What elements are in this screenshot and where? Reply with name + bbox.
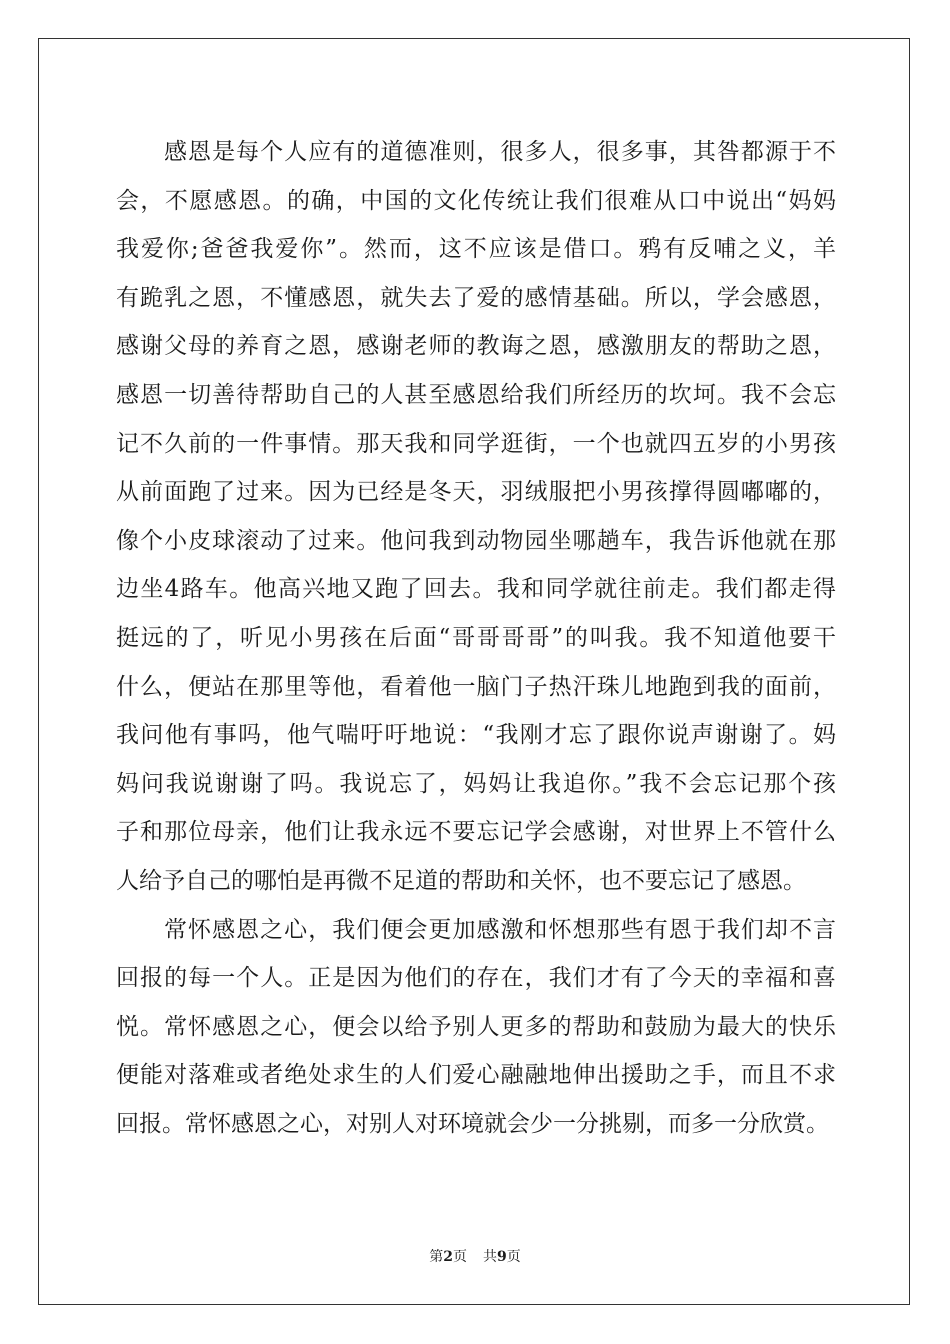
paragraph-1-line: 感谢父母的养育之恩，感谢老师的教诲之恩，感激朋友的帮助之恩， xyxy=(116,333,836,360)
paragraph-1-line: 妈问我说谢谢了吗。我说忘了，妈妈让我追你。”我不会忘记那个孩 xyxy=(116,770,836,797)
paragraph-1-line: 边坐4路车。他高兴地又跑了回去。我和同学就往前走。我们都走得 xyxy=(116,576,836,603)
paragraph-1-line: 我问他有事吗，他气喘吁吁地说：“我刚才忘了跟你说声谢谢了。妈 xyxy=(116,722,836,749)
paragraph-1-line: 挺远的了，听见小男孩在后面“哥哥哥哥”的叫我。我不知道他要干 xyxy=(116,624,836,651)
paragraph-1-line: 子和那位母亲，他们让我永远不要忘记学会感谢，对世界上不管什么 xyxy=(116,819,836,846)
paragraph-1-line: 从前面跑了过来。因为已经是冬天，羽绒服把小男孩撑得圆嘟嘟的， xyxy=(116,479,836,506)
total-pages: 9 xyxy=(497,1249,507,1265)
page-unit: 页 xyxy=(453,1249,467,1265)
paragraph-1-line: 我爱你;爸爸我爱你”。然而，这不应该是借口。鸦有反哺之义，羊 xyxy=(116,236,836,263)
paragraph-2-line: 悦。常怀感恩之心，便会以给予别人更多的帮助和鼓励为最大的快乐 xyxy=(116,1013,836,1040)
document-body xyxy=(116,128,836,1148)
paragraph-1-line: 什么，便站在那里等他，看着他一脑门子热汗珠儿地跑到我的面前， xyxy=(116,673,836,700)
page-footer xyxy=(0,1246,950,1266)
total-unit: 页 xyxy=(506,1249,521,1265)
paragraph-2-line: 回报。常怀感恩之心，对别人对环境就会少一分挑剔，而多一分欣赏。 xyxy=(116,1110,829,1137)
paragraph-2-line: 回报的每一个人。正是因为他们的存在，我们才有了今天的幸福和喜 xyxy=(116,965,836,992)
paragraph-1-line: 人给予自己的哪怕是再微不足道的帮助和关怀，也不要忘记了感恩。 xyxy=(116,867,806,894)
page-number: 2 xyxy=(443,1249,453,1265)
paragraph-1-line: 记不久前的一件事情。那天我和同学逛街，一个也就四五岁的小男孩 xyxy=(116,430,836,457)
paragraph-1-line: 像个小皮球滚动了过来。他问我到动物园坐哪趟车，我告诉他就在那 xyxy=(116,527,836,554)
paragraph-1-line: 感恩一切善待帮助自己的人甚至感恩给我们所经历的坎坷。我不会忘 xyxy=(116,381,836,408)
paragraph-2-line: 便能对落难或者绝处求生的人们爱心融融地伸出援助之手，而且不求 xyxy=(116,1062,836,1089)
paragraph-1-line: 感恩是每个人应有的道德准则，很多人，很多事，其咎都源于不 xyxy=(164,139,836,165)
paragraph-2-line: 常怀感恩之心，我们便会更加感激和怀想那些有恩于我们却不言 xyxy=(164,916,836,943)
page-prefix: 第 xyxy=(429,1249,444,1265)
paragraph-1-line: 有跪乳之恩，不懂感恩，就失去了爱的感情基础。所以，学会感恩， xyxy=(116,284,836,311)
total-prefix: 共 xyxy=(483,1249,497,1265)
paragraph-1-line: 会，不愿感恩。的确，中国的文化传统让我们很难从口中说出“妈妈 xyxy=(116,187,836,214)
